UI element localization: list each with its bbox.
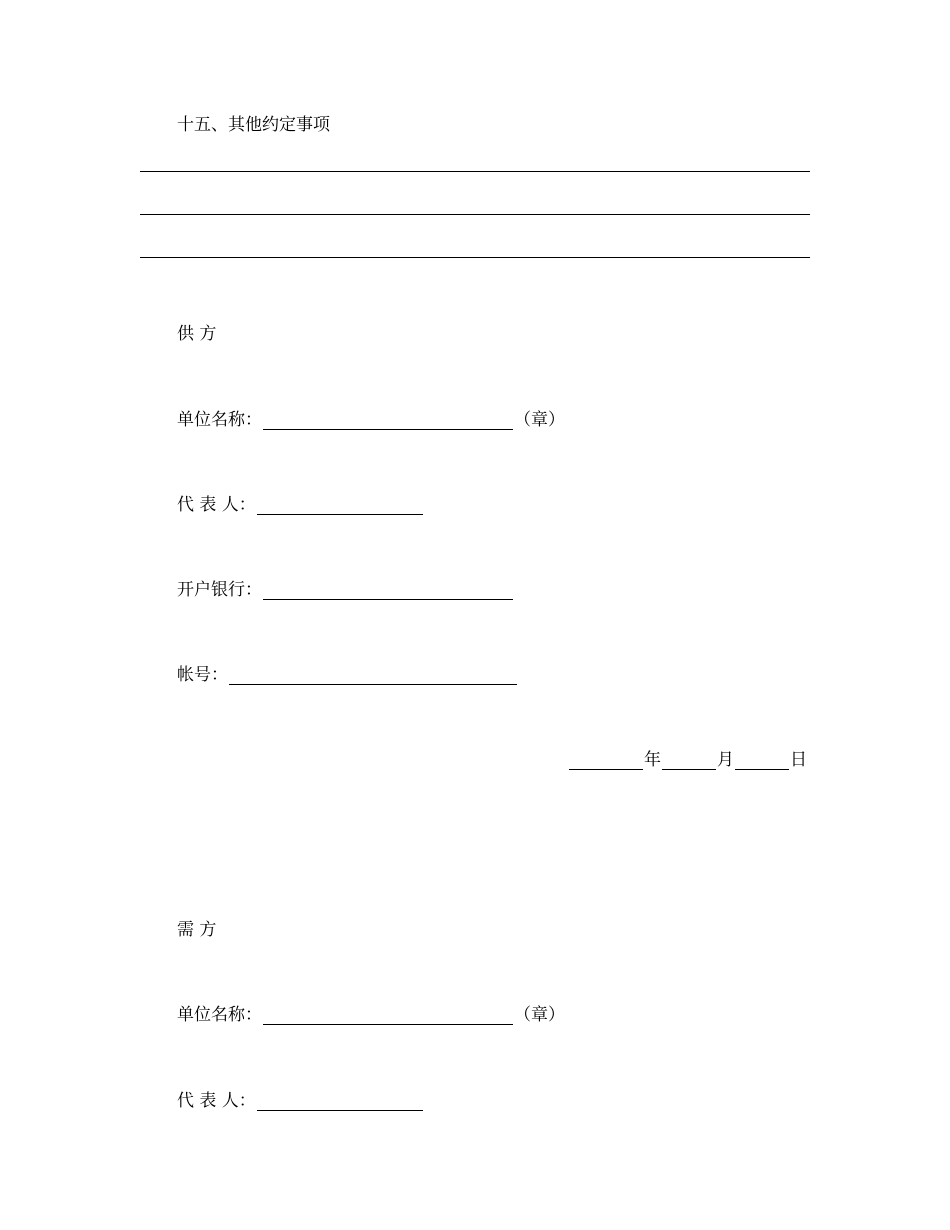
supplier-date-year-field[interactable] <box>569 755 643 770</box>
supplier-unit-name-row <box>177 410 565 430</box>
supplier-date-month-label: 月 <box>717 750 734 770</box>
supplier-account-label: 帐号： <box>177 665 228 685</box>
supplier-date-month-field[interactable] <box>662 755 716 770</box>
supplier-representative-row <box>177 495 424 515</box>
supplier-bank-field[interactable] <box>263 585 513 600</box>
supplier-representative-label: 代 表 人： <box>177 495 256 515</box>
supplier-seal-label: （章） <box>514 410 565 430</box>
supplier-unit-name-field[interactable] <box>263 415 513 430</box>
blank-rule-2[interactable] <box>140 214 810 215</box>
supplier-bank-row <box>177 580 514 600</box>
blank-rule-1[interactable] <box>140 171 810 172</box>
section-heading: 十五、其他约定事项 <box>177 115 330 135</box>
supplier-account-row <box>177 665 518 685</box>
buyer-title: 需 方 <box>177 920 217 940</box>
supplier-unit-name-label: 单位名称： <box>177 410 262 430</box>
blank-rule-3[interactable] <box>140 257 810 258</box>
buyer-representative-row <box>177 1091 424 1111</box>
supplier-representative-field[interactable] <box>257 500 423 515</box>
supplier-title: 供 方 <box>177 324 217 344</box>
buyer-unit-name-field[interactable] <box>263 1010 513 1025</box>
buyer-unit-name-label: 单位名称： <box>177 1005 262 1025</box>
supplier-account-field[interactable] <box>229 670 517 685</box>
supplier-date-year-label: 年 <box>644 750 661 770</box>
supplier-date-day-label: 日 <box>790 750 807 770</box>
supplier-bank-label: 开户银行： <box>177 580 262 600</box>
buyer-representative-field[interactable] <box>257 1096 423 1111</box>
buyer-unit-name-row <box>177 1005 565 1025</box>
buyer-seal-label: （章） <box>514 1005 565 1025</box>
buyer-representative-label: 代 表 人： <box>177 1091 256 1111</box>
supplier-date-day-field[interactable] <box>735 755 789 770</box>
supplier-date-row <box>568 750 807 770</box>
